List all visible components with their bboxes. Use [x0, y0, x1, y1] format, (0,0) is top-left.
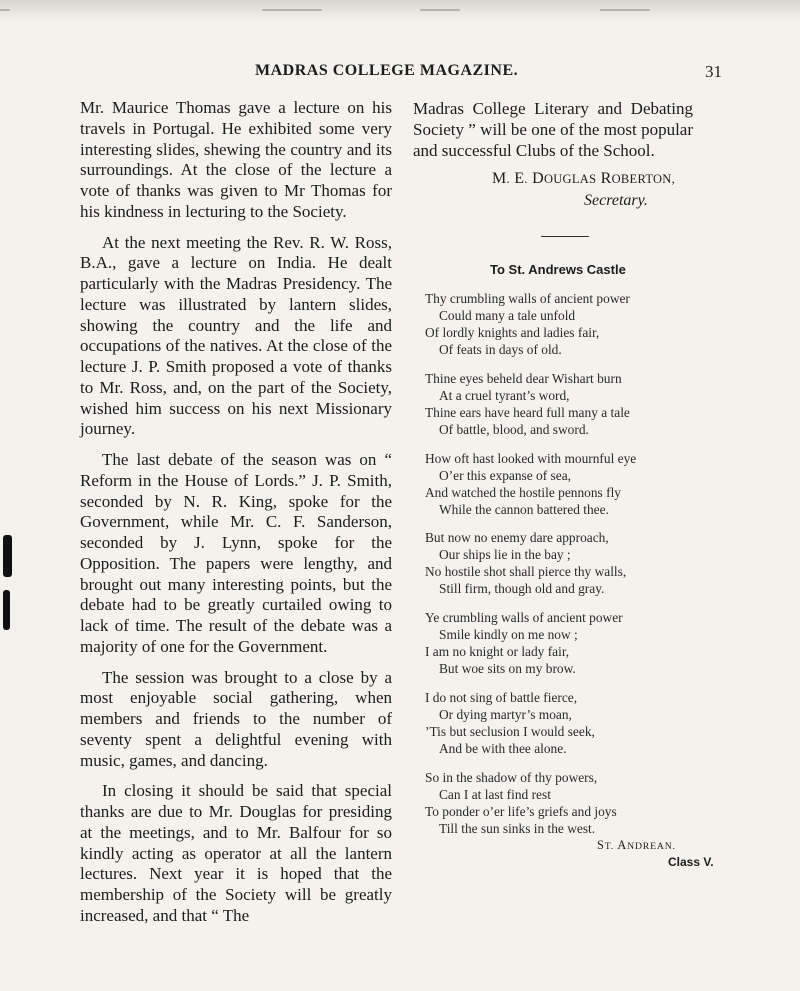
poem-line: Of battle, blood, and sword. — [439, 421, 589, 437]
section-divider — [541, 236, 589, 237]
page-number: 31 — [705, 62, 722, 81]
poem-line: And watched the hostile pennons fly — [425, 484, 621, 500]
paragraph: The last debate of the season was on “ Reform in the House of Lords.” J. P. Smith, seconded by N. R. King, spoke for the Government, while Mr. C. F. Sanderson, seconded by J. Lynn, spoke for the Opposition. The papers were lengthy, and brought out many interesting points, but the debate had to be greatly curtailed owing to lack of time. The result of the debate was a majority of one for the Government. — [80, 450, 392, 656]
left-column — [80, 98, 392, 937]
poem — [425, 290, 715, 849]
poem-title: To St. Andrews Castle — [490, 262, 626, 277]
binding-mark — [3, 535, 12, 577]
paragraph: The session was brought to a close by a most enjoyable social gathering, when members and friends to the number of seventy spent a delightful evening with music, games, and dancing. — [80, 667, 392, 770]
poem-line: Till the sun sinks in the west. — [439, 820, 596, 836]
poem-line: I am no knight or lady fair, — [425, 644, 570, 660]
poem-line: Of feats in days of old. — [439, 342, 562, 357]
signature-title: Secretary. — [584, 192, 648, 209]
poem-stanza — [425, 450, 715, 518]
poem-stanza — [425, 769, 715, 837]
right-column — [413, 98, 693, 161]
poem-line: Still firm, though old and gray. — [439, 581, 605, 597]
paragraph: At the next meeting the Rev. R. W. Ross, B.A., gave a lecture on India. He dealt particularly with the Madras Presidency. The lecture was illustrated by lantern slides, showing the country and the life and occupations of the natives. At the close of the lecture J. P. Smith proposed a vote of thanks to Mr. Ross, and, on the part of the Society, wished him success on his next Missionary journey. — [80, 232, 392, 439]
poem-line: But woe sits on my brow. — [439, 661, 576, 677]
poem-line: Ye crumbling walls of ancient power — [425, 610, 623, 626]
poem-line: Smile kindly on me now ; — [439, 627, 578, 643]
poem-line: While the cannon battered thee. — [439, 501, 609, 517]
poem-stanza — [425, 689, 715, 757]
poem-line: O’er this expanse of sea, — [439, 467, 571, 483]
scan-mark — [0, 9, 10, 11]
poem-line: Of lordly knights and ladies fair, — [425, 325, 600, 340]
poem-line: ’Tis but seclusion I would seek, — [425, 723, 595, 739]
continuation-paragraph: Madras College Literary and Debating Society ” will be one of the most popular and successful Clubs of the School. — [413, 99, 693, 160]
poem-line: Or dying martyr’s moan, — [439, 706, 572, 722]
poem-line: Thy crumbling walls of ancient power — [425, 291, 630, 306]
poem-stanza — [425, 529, 715, 597]
scan-top-edge — [0, 0, 800, 22]
poem-author-class: Class V. — [668, 855, 714, 869]
poem-stanza — [425, 290, 715, 358]
poem-line: How oft hast looked with mournful eye — [425, 450, 637, 466]
scan-mark — [262, 9, 322, 11]
binding-mark — [3, 590, 10, 630]
poem-line: To ponder o’er life’s griefs and joys — [425, 803, 617, 819]
poem-stanza — [425, 370, 715, 438]
poem-line: Thine ears have heard full many a tale — [425, 404, 630, 420]
signature-name: M. E. DOUGLAS ROBERTON, — [492, 170, 676, 187]
poem-line: So in the shadow of thy powers, — [425, 769, 598, 785]
poem-line: No hostile shot shall pierce thy walls, — [425, 564, 627, 580]
poem-line: But now no enemy dare approach, — [425, 530, 609, 546]
scan-mark — [600, 9, 650, 11]
poem-author: ST. ANDREAN. — [597, 838, 676, 852]
poem-stanza — [425, 609, 715, 677]
poem-line: And be with thee alone. — [439, 740, 567, 756]
poem-line: Thine eyes beheld dear Wishart burn — [425, 370, 622, 386]
running-title: MADRAS COLLEGE MAGAZINE. — [255, 62, 519, 79]
poem-line: At a cruel tyrant’s word, — [439, 387, 570, 403]
scan-mark — [420, 9, 460, 11]
paragraph: In closing it should be said that special thanks are due to Mr. Douglas for presiding at the meetings, and to Mr. Balfour for so kindly acting as operator at all the lantern lectures. Next year it is hoped that the membership of the Society will be greatly increased, and that “ The — [80, 781, 392, 925]
poem-line: I do not sing of battle fierce, — [425, 689, 578, 705]
poem-line: Can I at last find rest — [439, 786, 551, 802]
poem-line: Could many a tale unfold — [439, 308, 576, 323]
paragraph: Mr. Maurice Thomas gave a lecture on his travels in Portugal. He exhibited some very interesting slides, shewing the country and its surroundings. At the close of the lecture a vote of thanks was given to Mr Thomas for his kindness in lecturing to the Society. — [80, 98, 392, 221]
poem-line: Our ships lie in the bay ; — [439, 547, 571, 563]
